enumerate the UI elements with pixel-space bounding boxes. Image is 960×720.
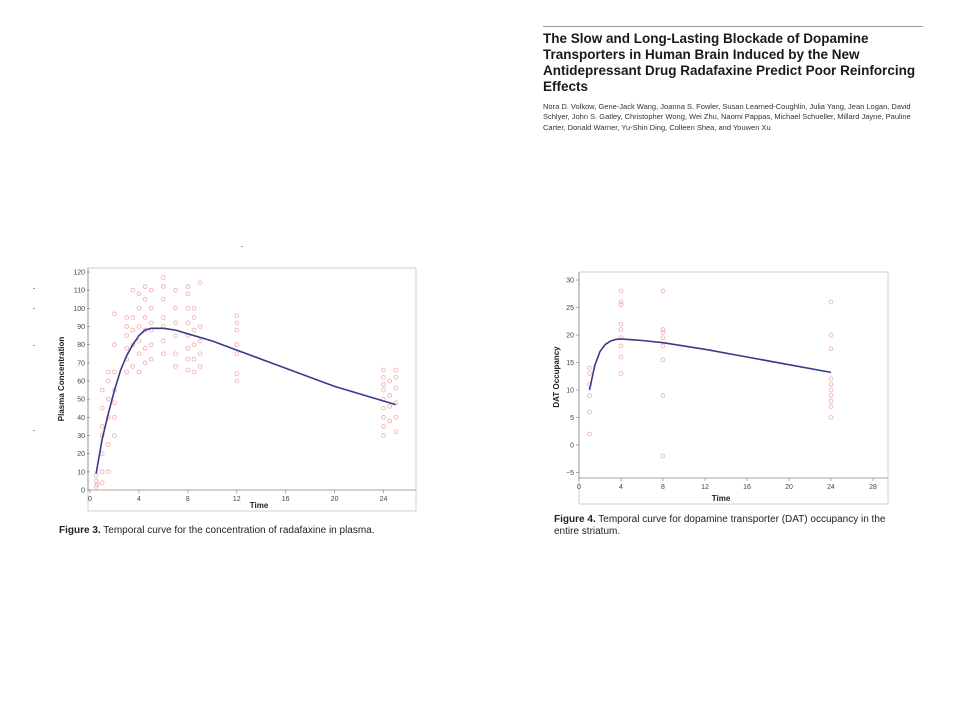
data-point [131, 328, 135, 332]
data-point [382, 375, 386, 379]
data-point [829, 383, 833, 387]
data-point [588, 432, 592, 436]
data-point [100, 470, 104, 474]
data-point [161, 297, 165, 301]
y-tick-label: 100 [73, 305, 85, 313]
data-point [149, 343, 153, 347]
data-point [161, 339, 165, 343]
data-point [619, 322, 623, 326]
data-point [829, 333, 833, 337]
data-point [829, 377, 833, 381]
data-point [186, 292, 190, 296]
margin-mark [33, 308, 35, 309]
data-point [829, 394, 833, 398]
article-authors: Nora D. Volkow, Gene-Jack Wang, Joanna S. Fowler, Susan Learned-Coughlin, Julia Yang, Jean Logan, David Schlyer, John S. Gatley, Christopher Wong, Wei Zhu, Naomi Pappas, Michael Schueller, Millard Jayne, Pauline Carter, Donald Warner, Yu-Shin Ding, Colleen Shea, and Youwen Xu [543, 102, 911, 132]
data-point [106, 470, 110, 474]
data-point [235, 379, 239, 383]
data-point [149, 288, 153, 292]
figure3-fit-line [96, 328, 396, 473]
data-point [382, 415, 386, 419]
y-tick-label: 40 [77, 414, 85, 422]
data-point [149, 306, 153, 310]
data-point [235, 328, 239, 332]
x-tick-label: 16 [281, 496, 290, 503]
figure3-chart [0, 0, 480, 540]
data-point [100, 406, 104, 410]
y-tick-label: 70 [77, 360, 85, 368]
figure4-x-axis-label: Time [711, 494, 731, 503]
data-point [192, 370, 196, 374]
data-point [198, 365, 202, 369]
data-point [186, 285, 190, 289]
x-tick-label: 20 [330, 496, 339, 503]
data-point [113, 415, 117, 419]
y-tick-label: 20 [77, 451, 85, 459]
y-tick-label: 50 [77, 396, 85, 404]
data-point [100, 481, 104, 485]
figure3-caption [59, 525, 459, 537]
data-point [113, 343, 117, 347]
data-point [382, 388, 386, 392]
data-point [137, 292, 141, 296]
y-tick-label: 80 [77, 342, 85, 350]
figure4-y-axis-label: DAT Occupancy [552, 346, 561, 408]
y-tick-label: 120 [73, 269, 85, 277]
x-tick-label: 24 [827, 484, 835, 491]
x-tick-label: 28 [869, 484, 877, 491]
figure4-caption-text: Temporal curve for dopamine transporter (DAT) occupancy in the entire striatum. [554, 514, 886, 537]
x-tick-label: 4 [619, 484, 623, 491]
data-point [113, 370, 117, 374]
data-point [125, 325, 129, 329]
y-tick-label: 30 [566, 277, 574, 285]
data-point [113, 401, 117, 405]
data-point [382, 368, 386, 372]
data-point [388, 394, 392, 398]
data-point [661, 336, 665, 340]
data-point [619, 328, 623, 332]
data-point [661, 394, 665, 398]
data-point [106, 397, 110, 401]
data-point [619, 372, 623, 376]
data-point [382, 383, 386, 387]
y-tick-label: 5 [570, 415, 574, 422]
data-point [143, 346, 147, 350]
data-point [113, 434, 117, 438]
data-point [100, 452, 104, 456]
data-point [186, 321, 190, 325]
data-point [198, 325, 202, 329]
data-point [588, 366, 592, 370]
data-point [137, 370, 141, 374]
data-point [619, 289, 623, 293]
data-point [137, 352, 141, 356]
data-point [106, 443, 110, 447]
data-point [161, 316, 165, 320]
data-point [131, 365, 135, 369]
data-point [131, 288, 135, 292]
figure3-caption-label: Figure 3. [59, 525, 101, 536]
data-point [829, 399, 833, 403]
data-point [619, 355, 623, 359]
y-tick-label: 60 [77, 378, 85, 386]
data-point [382, 434, 386, 438]
data-point [588, 410, 592, 414]
data-point [588, 372, 592, 376]
y-tick-label: 90 [77, 324, 85, 331]
x-tick-label: 4 [136, 496, 141, 503]
x-tick-label: 20 [785, 484, 793, 491]
data-point [113, 312, 117, 316]
data-point [198, 339, 202, 343]
figure3-frame [88, 268, 416, 511]
data-point [382, 425, 386, 429]
y-tick-label: 30 [77, 433, 85, 440]
data-point [588, 394, 592, 398]
x-tick-label: 0 [577, 484, 581, 491]
data-point [394, 415, 398, 419]
data-point [829, 416, 833, 420]
data-point [186, 357, 190, 361]
data-point [143, 297, 147, 301]
data-point [174, 306, 178, 310]
x-tick-label: 0 [88, 496, 92, 503]
data-point [106, 370, 110, 374]
data-point [143, 361, 147, 365]
data-point [131, 316, 135, 320]
y-tick-label: 20 [566, 332, 574, 340]
data-point [143, 285, 147, 289]
data-point [161, 285, 165, 289]
article-title: The Slow and Long-Lasting Blockade of Dopamine Transporters in Human Brain Induced by the New Antidepressant Drug Radafaxine Predict Poor Reinforcing Effects [543, 31, 916, 94]
x-tick-label: 8 [661, 484, 665, 491]
data-point [192, 357, 196, 361]
data-point [394, 368, 398, 372]
y-tick-label: 15 [566, 360, 574, 367]
data-point [661, 454, 665, 458]
y-tick-label: −5 [566, 470, 574, 477]
figure4-chart [480, 0, 960, 540]
data-point [192, 343, 196, 347]
figure3-y-axis-label: Plasma Concentration [57, 336, 66, 422]
data-point [192, 328, 196, 332]
data-point [235, 321, 239, 325]
data-point [137, 339, 141, 343]
data-point [137, 325, 141, 329]
y-tick-label: 0 [570, 442, 574, 450]
data-point [149, 321, 153, 325]
data-point [619, 344, 623, 348]
data-point [829, 300, 833, 304]
data-point [394, 430, 398, 434]
data-point [661, 358, 665, 362]
margin-mark [33, 345, 35, 346]
data-point [125, 334, 129, 338]
data-point [186, 346, 190, 350]
data-point [161, 352, 165, 356]
y-tick-label: 25 [566, 305, 574, 312]
y-tick-label: 0 [81, 487, 85, 495]
data-point [100, 425, 104, 429]
figure4-fit-line [590, 339, 832, 390]
figure4-caption-label: Figure 4. [554, 514, 596, 525]
data-point [661, 328, 665, 332]
data-point [829, 347, 833, 351]
data-point [137, 306, 141, 310]
margin-mark [33, 430, 35, 431]
data-point [174, 288, 178, 292]
data-point [161, 276, 165, 280]
margin-mark [33, 288, 35, 289]
data-point [661, 289, 665, 293]
data-point [394, 375, 398, 379]
data-point [149, 357, 153, 361]
data-point [174, 365, 178, 369]
figure3-caption-text: Temporal curve for the concentration of radafaxine in plasma. [100, 525, 375, 536]
data-point [388, 379, 392, 383]
figure4-frame [579, 272, 888, 504]
y-tick-label: 10 [566, 387, 574, 395]
data-point [235, 314, 239, 318]
data-point [235, 343, 239, 347]
data-point [125, 370, 129, 374]
data-point [235, 352, 239, 356]
data-point [143, 316, 147, 320]
y-tick-label: 10 [77, 469, 85, 477]
figure3-x-axis-label: Time [249, 501, 269, 510]
x-tick-label: 8 [185, 496, 190, 503]
x-tick-label: 24 [379, 496, 388, 503]
y-tick-label: 110 [73, 287, 85, 295]
data-point [174, 334, 178, 338]
data-point [619, 300, 623, 304]
data-point [192, 306, 196, 310]
data-point [394, 386, 398, 390]
data-point [235, 372, 239, 376]
data-point [661, 344, 665, 348]
figure4-caption [554, 514, 894, 538]
x-tick-label: 16 [743, 484, 751, 491]
data-point [186, 306, 190, 310]
data-point [829, 388, 833, 392]
data-point [100, 388, 104, 392]
data-point [125, 316, 129, 320]
data-point [186, 368, 190, 372]
data-point [192, 316, 196, 320]
margin-mark [241, 246, 243, 247]
data-point [125, 346, 129, 350]
data-point [198, 352, 202, 356]
data-point [382, 406, 386, 410]
data-point [829, 405, 833, 409]
data-point [198, 281, 202, 285]
data-point [106, 379, 110, 383]
x-tick-label: 12 [232, 496, 241, 503]
data-point [388, 405, 392, 409]
data-point [174, 352, 178, 356]
data-point [388, 419, 392, 423]
x-tick-label: 12 [701, 484, 709, 491]
data-point [94, 474, 98, 478]
data-point [174, 321, 178, 325]
